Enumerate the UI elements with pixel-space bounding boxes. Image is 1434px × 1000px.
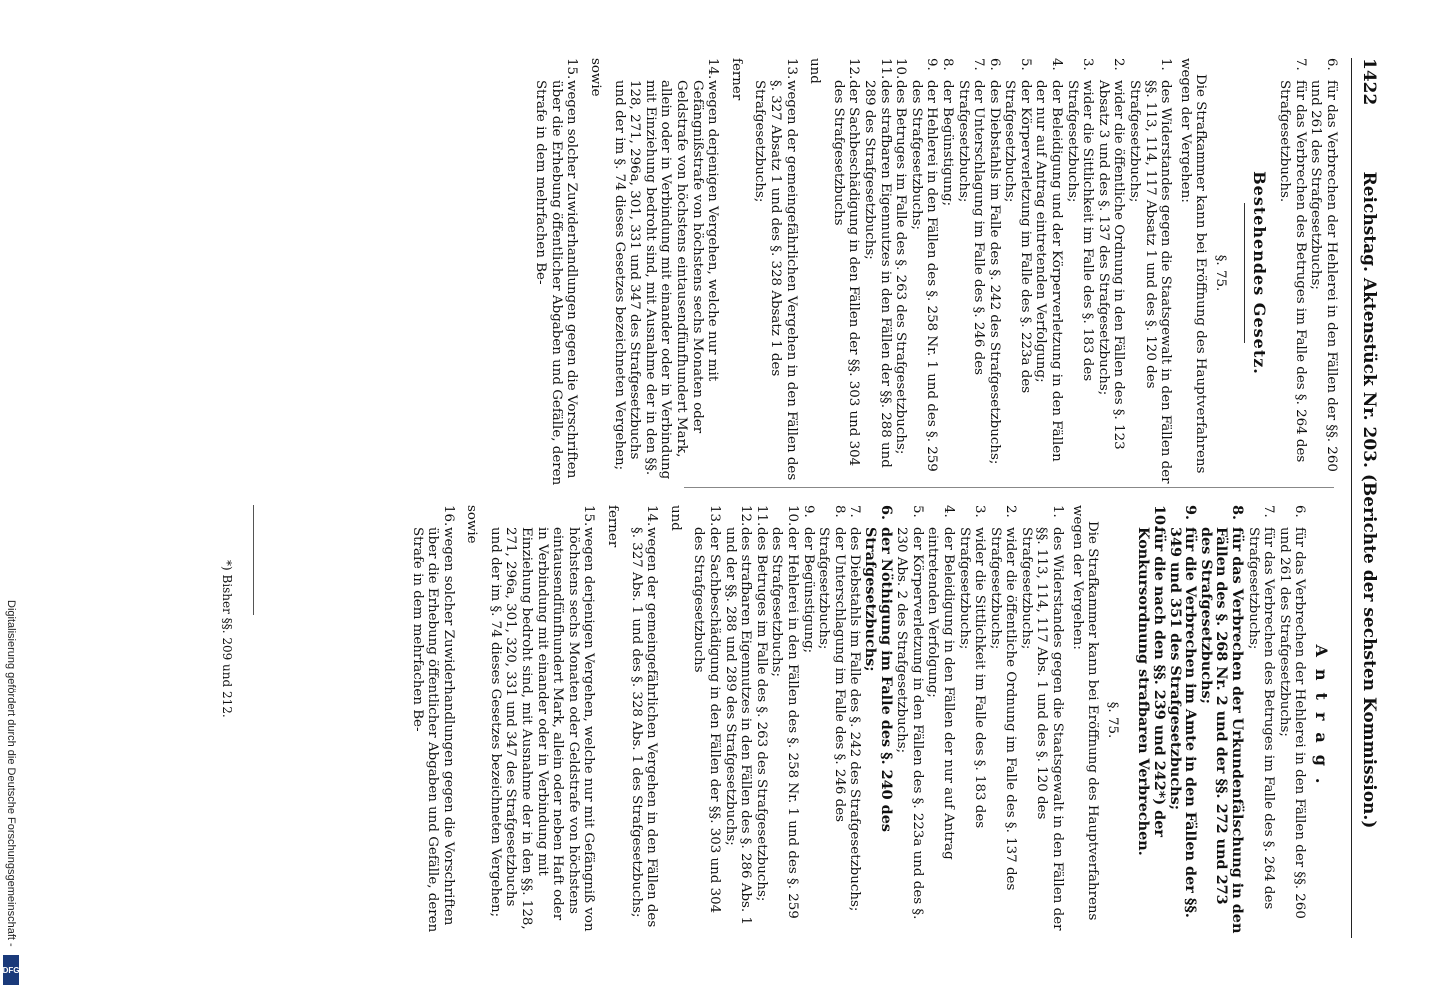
footnote: *) Bisher §§. 209 und 212. <box>220 560 234 718</box>
left-heading: Bestehendes Gesetz. <box>1249 171 1269 375</box>
list-item: 13. wegen der gemeingefährlichen Vergehen in den Fällen des §. 327 Absatz 1 und des §. 328 Absatz 1 des Strafgesetzbuchs; <box>752 58 799 481</box>
list-item: 15. wegen derjenigen Vergehen, welche nur mit Gefängniß von höchstens sechs Monaten oder Geldstrafe von höchstens eintausendfünfhundert Mark, allein oder neben Haft oder in Verbindung mit einander oder in Verbindung mit Einziehung bedroht sind, mit Ausnahme der in den §§. 128, 271, 296a, 301, 320, 331 und 347 des Strafgesetzbuchs und der im §. 74 dieses Gesetzes bezeichneten Vergehen; <box>487 505 597 932</box>
list-item: 13. der Sachbeschädigung in den Fällen der §§. 303 und 304 des Strafgesetzbuchs <box>691 505 723 914</box>
list-item: 4. der Beleidigung und der Körperverletzung in den Fällen der nur auf Antrag eintretenden Verfolgung; <box>1033 58 1065 462</box>
list-item: 9. der Hehlerei in den Fällen des §. 258 Nr. 1 und des §. 259 des Strafgesetzbuchs; <box>908 58 940 472</box>
list-item: 9. der Begünstigung; <box>800 505 816 654</box>
right-items <box>691 505 1065 935</box>
title-subtitle: (Berichte der sechsten Kommission.) <box>1359 473 1379 829</box>
connector-sowie: sowie <box>588 58 604 97</box>
right-top-item: 7. für das Verbrechen des Betruges im Falle des §. 264 des Strafgesetzbuchs; <box>1245 505 1277 910</box>
list-item: 3. wider die Sittlichkeit im Falle des §. 183 des Strafgesetzbuchs; <box>956 505 988 829</box>
list-item: 2. wider die öffentliche Ordnung in den Fällen des §. 123 Absatz 3 und des §. 137 des Strafgesetzbuchs; <box>1095 58 1127 450</box>
list-item: 1. des Widerstandes gegen die Staatsgewalt in den Fällen der §§. 113, 114, 117 Absatz 1 und des §. 120 des Strafgesetzbuchs; <box>1127 58 1174 484</box>
connector-sowie: sowie <box>464 505 480 544</box>
left-paragraph-number: §. 75. <box>1213 254 1229 292</box>
right-top-item: 6. für das Verbrechen der Hehlerei in den Fällen der §§. 260 und 261 des Strafgesetzbuchs; <box>1276 505 1308 919</box>
list-item: 10. der Hehlerei in den Fällen des §. 258 Nr. 1 und des §. 259 des Strafgesetzbuchs; <box>769 505 800 919</box>
digitization-credit <box>3 600 23 990</box>
right-heading: Antrag. <box>1312 644 1331 796</box>
list-item: 5. der Körperverletzung in den Fällen des §. 223a und des §. 230 Abs. 2 des Strafgesetzbuchs; <box>894 505 925 920</box>
list-item: 4. der Beleidigung in den Fällen der nur auf Antrag eintretenden Verfolgung; <box>925 505 956 860</box>
right-top-item-added: 10. für die nach den §§. 239 und 242*) der Konkursordnung strafbaren Verbrechen. <box>1135 505 1169 856</box>
digitization-text: Digitalisierung gefördert durch die Deutsche Forschungsgemeinschaft - <box>5 600 17 947</box>
list-item: 10. des Betruges im Falle des §. 263 des Strafgesetzbuchs; <box>893 58 909 455</box>
heading-underline <box>1244 203 1245 343</box>
right-top-item-added: 9. für die Verbrechen im Amte in den Fällen der §§. 349 und 351 des Strafgesetzbuchs; <box>1166 505 1200 918</box>
list-item: 11. des Betruges im Falle des §. 263 des Strafgesetzbuchs; <box>753 505 769 902</box>
list-item: 2. wider die öffentliche Ordnung im Falle des §. 137 des Strafgesetzbuchs; <box>987 505 1019 891</box>
footnote-rule <box>253 505 254 615</box>
left-items <box>830 58 1173 488</box>
right-paragraph-number: §. 75. <box>1104 701 1120 739</box>
list-item: 8. der Begünstigung; <box>939 58 955 207</box>
list-item-added: 6. der Nöthigung im Falle des §. 240 des Strafgesetzbuchs; <box>861 505 895 832</box>
connector-und: und <box>807 58 823 84</box>
list-item: 8. der Unterschlagung im Falle des §. 246 des Strafgesetzbuchs; <box>816 505 847 823</box>
right-column <box>409 505 1339 935</box>
list-item: 14. wegen der gemeingefährlichen Vergehen in den Fällen des §. 327 Abs. 1 und des §. 328 Abs. 1 des Strafgesetzbuchs; <box>628 505 660 928</box>
list-item: 16. wegen solcher Zuwiderhandlungen gegen die Vorschriften über die Erhebung öffentlicher Abgaben und Gefälle, deren Strafe in dem mehrfachen Be- <box>409 505 456 933</box>
connector-ferner: ferner <box>728 58 744 101</box>
right-intro: Die Strafkammer kann bei Eröffnung des Hauptverfahrens wegen der Vergehen: <box>1069 505 1101 921</box>
left-intro: Die Strafkammer kann bei Eröffnung des Hauptverfahrens wegen der Vergehen: <box>1177 58 1209 474</box>
title-text: Reichstag. Aktenstück Nr. 203. <box>1359 171 1379 468</box>
connector-ferner: ferner <box>605 505 621 548</box>
connector-und: und <box>667 505 683 531</box>
dfg-logo: DFG <box>3 955 19 985</box>
list-item: 1. des Widerstandes gegen die Staatsgewalt in den Fällen der §§. 113, 114, 117 Abs. 1 und des §. 120 des Strafgesetzbuchs; <box>1018 505 1066 931</box>
list-item: 6. des Diebstahls im Falle des §. 242 des Strafgesetzbuchs; <box>986 58 1002 465</box>
list-item: 5. der Körperverletzung im Falle des §. 223a des Strafgesetzbuchs; <box>1002 58 1033 394</box>
left-top-item: 7. für das Verbrechen des Betruges im Falle des §. 264 des Strafgesetzbuchs. <box>1277 58 1308 463</box>
list-item: 7. des Diebstahls im Falle des §. 242 des Strafgesetzbuchs; <box>847 505 863 912</box>
list-item: 3. wider die Sittlichkeit im Falle des §. 183 des Strafgesetzbuchs; <box>1064 58 1096 382</box>
header-rule <box>1351 58 1352 938</box>
list-item: 11. des strafbaren Eigennutzes in den Fällen der §§. 288 und 289 des Strafgesetzbuchs; <box>861 58 893 468</box>
right-top-item-added: 8. für das Verbrechen der Urkundenfälschung in den Fällen des §. 268 Nr. 2 und der §§. 272 und 273 des Strafgesetzbuchs; <box>1197 505 1247 934</box>
list-item: 12. des strafbaren Eigennutzes in den Fällen des §. 286 Abs. 1 und der §§. 288 und 289 des Strafgesetzbuchs; <box>722 505 754 925</box>
left-column <box>533 58 1339 488</box>
page-header <box>1357 0 1379 1000</box>
page-title <box>1359 0 1379 1000</box>
list-item: 12. der Sachbeschädigung in den Fällen der §§. 303 und 304 des Strafgesetzbuchs <box>830 58 862 467</box>
page-number: 1422 <box>1359 58 1379 106</box>
left-top-item: 6. für das Verbrechen der Hehlerei in den Fällen der §§. 260 und 261 des Strafgesetzbuchs; <box>1308 58 1339 472</box>
list-item: 15. wegen solcher Zuwiderhandlungen gegen die Vorschriften über die Erhebung öffentlicher Abgaben und Gefälle, deren Strafe in dem mehrfachen Be- <box>533 58 580 486</box>
list-item: 14. wegen derjenigen Vergehen, welche nur mit Gefängnißstrafe von höchstens sechs Monaten oder Geldstrafe von höchstens eintausendfünfhundert Mark, allein oder in Verbindung mit einander oder in Verbindung mit Einziehung bedroht sind, mit Ausnahme der in den §§. 128, 271, 296a, 301, 331 und 347 des Strafgesetzbuchs und der im §. 74 dieses Gesetzes bezeichneten Vergehen; <box>611 58 721 480</box>
list-item: 7. der Unterschlagung im Falle des §. 246 des Strafgesetzbuchs; <box>955 58 987 376</box>
